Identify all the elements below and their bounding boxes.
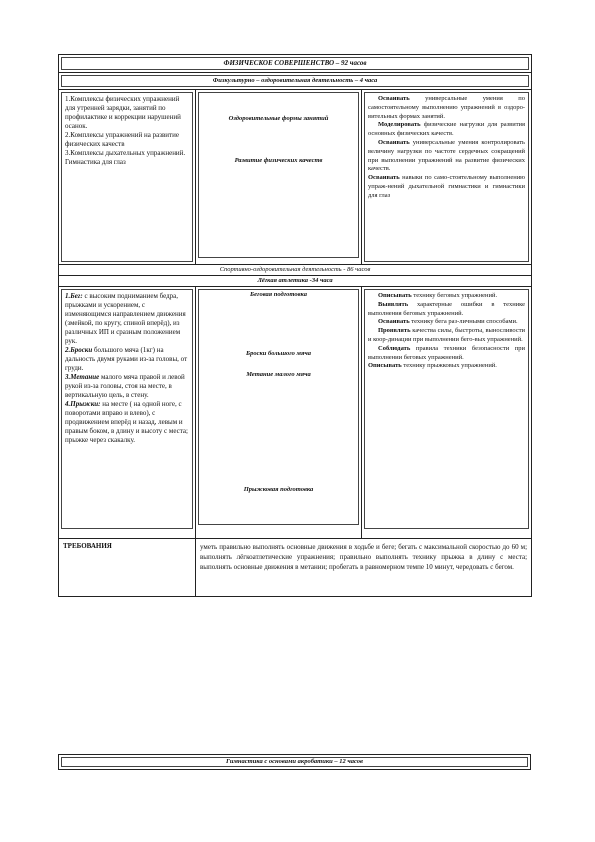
athletics-left-item: 1.Бег: с высоким подниманием бедра, прыжками и ускорением, с изменяющимся направлением движения (змейкой, по кругу, спиной вперёд), из различных ИП и сразным положением рук.: [65, 292, 186, 345]
athletics-right-cell: [362, 287, 532, 539]
fitness-mid-cell: [196, 90, 362, 265]
fitness-title: Физкультурно – оздоровительная деятельность – 4 часа: [61, 75, 529, 87]
athletics-left-cell: [59, 287, 196, 539]
fitness-left-cell: [59, 90, 196, 265]
requirements-text-cell: [196, 539, 532, 597]
sport-title-cell: [59, 265, 532, 276]
mid-label-ball-throw: Броски большого мяча: [245, 350, 311, 357]
athletics-right-item: Описывать технику беговых упражнений.: [378, 292, 498, 299]
fitness-title-cell: [59, 73, 532, 90]
mid-label-jumping: Прыжковая подготовка: [243, 486, 314, 493]
fitness-left-text: 1.Комплексы физических упражнений для утренней зарядки, занятий по профилактике и коррекции нарушений осанок. 2.Комплексы упражнений на развитие физических качеств 3.Комплексы дыхательных упражнений. Гимнастика для глаз: [61, 92, 193, 262]
requirements-label-cell: [59, 539, 196, 597]
fitness-right-item: Моделировать физические нагрузки для развития основных физических качеств.: [368, 121, 526, 138]
athletics-right-list: [364, 289, 529, 529]
mid-label-running: Беговая подготовка: [250, 291, 307, 298]
athletics-title: Лёгкая атлетика -34 часа: [257, 277, 333, 284]
requirements-text: уметь правильно выполнять основные движения в ходьбе и беге; бегать с максимальной скоростью до 60 м; выполнять лёгкоатлетические упражнения; правильно выполнять технику прыжка в длину с места; выполнять основные движения в метании; пробегать в равномерном темпе 10 минут, чередовать с бегом.: [200, 543, 528, 571]
fitness-right-item: Осваивать универсальные умения по самостоятельному выполнению упражнений в оздоро-вительных формах занятий.: [368, 95, 526, 120]
fitness-right-cell: [362, 90, 532, 265]
athletics-right-item: Соблюдать правила техники безопасности при выполнении беговых упражнений.: [368, 344, 526, 361]
athletics-left-list: [61, 289, 193, 529]
athletics-right-item: Выявлять характерные ошибки в технике выполнения беговых упражнений.: [368, 300, 526, 317]
fitness-right-list: [364, 92, 529, 262]
athletics-left-item: 3.Метание малого мяча правой и левой рукой из-за головы, стоя на месте, в вертикальную цель, в стену.: [65, 373, 185, 399]
mid-label-health-forms: Оздоровительные формы занятий: [228, 115, 329, 122]
sport-title: Спортивно-оздоровительная деятельность - 86 часов: [219, 266, 371, 273]
fitness-right-item: Осваивать универсальные умения контролировать величину нагрузки по частоте сердечных сокращений при выполнении упражнений на развитие физических качеств.: [368, 138, 526, 173]
gymnastics-title: Гимнастика с основами акробатики – 12 часов: [61, 757, 528, 767]
fitness-right-item: Осваивать навыки по само-стоятельному выполнению упраж-нений дыхательной гимнастики и гимнастики для глаз: [368, 174, 526, 199]
athletics-left-item: 4.Прыжки: на месте ( на одной ноге, с поворотами вправо и влево), с продвижением вперёд и назад, левым и правым боком, в длину и высоту с места; прыжке через скакалку.: [65, 400, 188, 444]
requirements-label: ТРЕБОВАНИЯ: [63, 542, 112, 550]
gymnastics-title-box: [58, 754, 531, 770]
athletics-right-item: Описывать технику прыжковых упражнений.: [368, 362, 497, 370]
athletics-right-item: Осваивать технику бега раз-личными способами.: [378, 318, 518, 326]
section-title-cell: [59, 55, 532, 73]
athletics-left-item: 2.Броски большого мяча (1кг) на дальность двумя руками из-за головы, от груди.: [65, 346, 188, 372]
mid-label-small-ball: Метание малого мяча: [246, 371, 311, 378]
mid-label-physical-qualities: Развитие физических качеств: [234, 157, 323, 164]
athletics-title-cell: [59, 276, 532, 287]
section-title: ФИЗИЧЕСКОЕ СОВЕРШЕНСТВО – 92 часов: [61, 57, 529, 70]
athletics-right-item: Проявлять качества силы, быстроты, выносливости и коор-динации при выполнении бего-вых упражнений.: [368, 327, 526, 343]
athletics-mid-cell: [196, 287, 362, 539]
curriculum-table: [58, 54, 532, 597]
